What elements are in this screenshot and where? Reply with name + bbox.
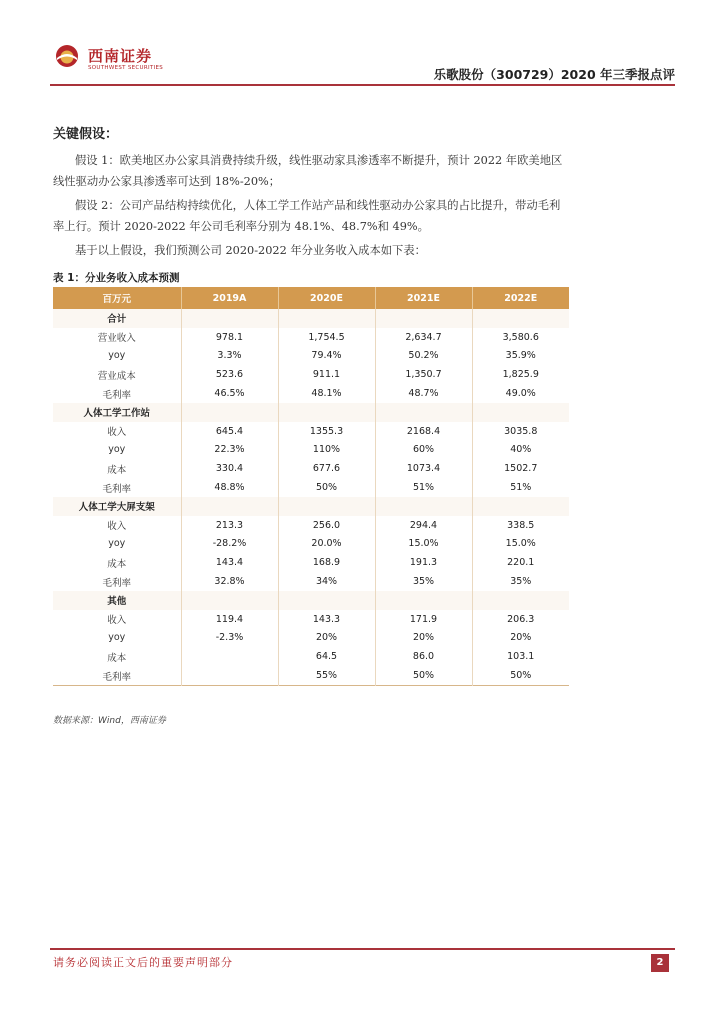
row-label: 成本 [53, 553, 181, 572]
row-label: 毛利率 [53, 666, 181, 685]
assumption-1 [53, 150, 563, 192]
cell: 50% [278, 478, 375, 497]
table-row [53, 572, 569, 591]
assumption-2 [53, 195, 563, 237]
cell: 46.5% [181, 384, 278, 403]
header-2021e: 2021E [375, 287, 472, 309]
cell: 64.5 [278, 647, 375, 666]
page-header [50, 38, 675, 86]
cell: 60% [375, 441, 472, 460]
row-label: yoy [53, 535, 181, 554]
section-title: 关键假设： [53, 127, 119, 142]
group-label: 其他 [53, 591, 181, 610]
cell: 50% [510, 670, 532, 682]
cell: 1355.3 [278, 422, 375, 441]
group-row-total [53, 309, 569, 328]
cell: 3.3% [181, 347, 278, 366]
cell: -2.3% [181, 629, 278, 648]
table-row [53, 441, 569, 460]
cell: 206.3 [507, 613, 535, 625]
footer-divider [50, 948, 675, 950]
cell: 35% [375, 572, 472, 591]
cell: 213.3 [181, 516, 278, 535]
row-label: yoy [53, 629, 181, 648]
header-2020e: 2020E [278, 287, 375, 309]
cell: 110% [278, 441, 375, 460]
cell: 35% [510, 576, 532, 588]
cell: 3,580.6 [502, 331, 539, 343]
row-label: yoy [53, 441, 181, 460]
logo-text-cn: 西南证券 [88, 47, 153, 65]
company-logo [55, 44, 175, 76]
table-row [53, 347, 569, 366]
cell: 15.0% [505, 538, 536, 550]
group-row-workstation [53, 403, 569, 422]
assumption-1-text: 假设 1：欧美地区办公家具消费持续升级，线性驱动家具渗透率不断提升，预计 2022 年欧美地区线性驱动办公家具渗透率可达到 18%-20%； [53, 154, 563, 188]
header-unit: 百万元 [53, 287, 181, 309]
cell: 119.4 [181, 610, 278, 629]
cell: 20.0% [278, 535, 375, 554]
cell: 35.9% [505, 350, 536, 362]
forecast-table [53, 287, 569, 686]
cell [181, 647, 278, 666]
cell: 1073.4 [375, 459, 472, 478]
logo-text-en: SOUTHWEST SECURITIES [88, 65, 164, 71]
row-label: yoy [53, 347, 181, 366]
row-label: 毛利率 [53, 572, 181, 591]
cell: 32.8% [181, 572, 278, 591]
page-number: 2 [651, 954, 669, 972]
cell: 338.5 [507, 519, 535, 531]
cell: 523.6 [181, 365, 278, 384]
row-label: 收入 [53, 422, 181, 441]
cell: -28.2% [181, 535, 278, 554]
cell: 1,825.9 [502, 369, 539, 381]
row-label: 成本 [53, 459, 181, 478]
cell: 51% [375, 478, 472, 497]
table-row [53, 535, 569, 554]
table-row [53, 516, 569, 535]
cell: 55% [278, 666, 375, 685]
table-row [53, 384, 569, 403]
cell: 978.1 [181, 328, 278, 347]
group-label: 人体工学工作站 [53, 403, 181, 422]
row-label: 成本 [53, 647, 181, 666]
cell: 143.4 [181, 553, 278, 572]
cell: 2,634.7 [375, 328, 472, 347]
table-row [53, 328, 569, 347]
cell: 20% [510, 632, 532, 644]
cell: 677.6 [278, 459, 375, 478]
cell: 168.9 [278, 553, 375, 572]
forecast-intro [53, 240, 563, 261]
cell: 86.0 [375, 647, 472, 666]
header-divider [50, 84, 675, 86]
cell: 48.7% [375, 384, 472, 403]
cell: 220.1 [507, 557, 535, 569]
table-caption: 表 1：分业务收入成本预测 [53, 272, 180, 284]
cell: 294.4 [375, 516, 472, 535]
header-2022e: 2022E [472, 287, 569, 309]
cell: 171.9 [375, 610, 472, 629]
cell: 50.2% [375, 347, 472, 366]
table-row [53, 610, 569, 629]
cell: 49.0% [505, 388, 536, 400]
assumption-2-text: 假设 2：公司产品结构持续优化，人体工学工作站产品和线性驱动办公家具的占比提升，带动毛利率上行。预计 2020-2022 年公司毛利率分别为 48.1%、48.7%和 49%。 [53, 199, 561, 233]
cell: 911.1 [278, 365, 375, 384]
row-label: 毛利率 [53, 478, 181, 497]
row-label: 收入 [53, 516, 181, 535]
forecast-intro-text: 基于以上假设，我们预测公司 2020-2022 年分业务收入成本如下表： [75, 244, 426, 257]
cell: 40% [510, 444, 532, 456]
cell: 2168.4 [375, 422, 472, 441]
cell: 645.4 [181, 422, 278, 441]
report-title: 乐歌股份（300729）2020 年三季报点评 [433, 67, 675, 82]
cell: 20% [278, 629, 375, 648]
table-row [53, 553, 569, 572]
cell: 191.3 [375, 553, 472, 572]
table-row [53, 478, 569, 497]
cell: 20% [375, 629, 472, 648]
logo-emblem-icon [55, 44, 79, 68]
cell: 3035.8 [504, 425, 538, 437]
row-label: 收入 [53, 610, 181, 629]
group-row-monitor-arm [53, 497, 569, 516]
footer-disclaimer: 请务必阅读正文后的重要声明部分 [53, 956, 233, 969]
cell: 256.0 [278, 516, 375, 535]
table-body [53, 309, 569, 685]
cell: 50% [375, 666, 472, 685]
table-header-row [53, 287, 569, 309]
cell: 48.1% [278, 384, 375, 403]
cell: 1,754.5 [278, 328, 375, 347]
cell: 103.1 [507, 651, 535, 663]
row-label: 营业成本 [53, 365, 181, 384]
cell: 51% [510, 482, 532, 494]
row-label: 毛利率 [53, 384, 181, 403]
cell: 15.0% [375, 535, 472, 554]
table-row [53, 666, 569, 685]
cell: 330.4 [181, 459, 278, 478]
group-label: 合计 [53, 309, 181, 328]
table-row [53, 629, 569, 648]
cell: 1,350.7 [375, 365, 472, 384]
table-row [53, 365, 569, 384]
table-row [53, 422, 569, 441]
header-2019a: 2019A [181, 287, 278, 309]
group-label: 人体工学大屏支架 [53, 497, 181, 516]
data-source: 数据来源：Wind，西南证券 [53, 716, 166, 726]
cell: 48.8% [181, 478, 278, 497]
cell: 1502.7 [504, 463, 538, 475]
row-label: 营业收入 [53, 328, 181, 347]
cell: 79.4% [278, 347, 375, 366]
table-row [53, 647, 569, 666]
group-row-other [53, 591, 569, 610]
cell: 22.3% [181, 441, 278, 460]
cell: 34% [278, 572, 375, 591]
cell: 143.3 [278, 610, 375, 629]
table-row [53, 459, 569, 478]
cell [181, 666, 278, 685]
